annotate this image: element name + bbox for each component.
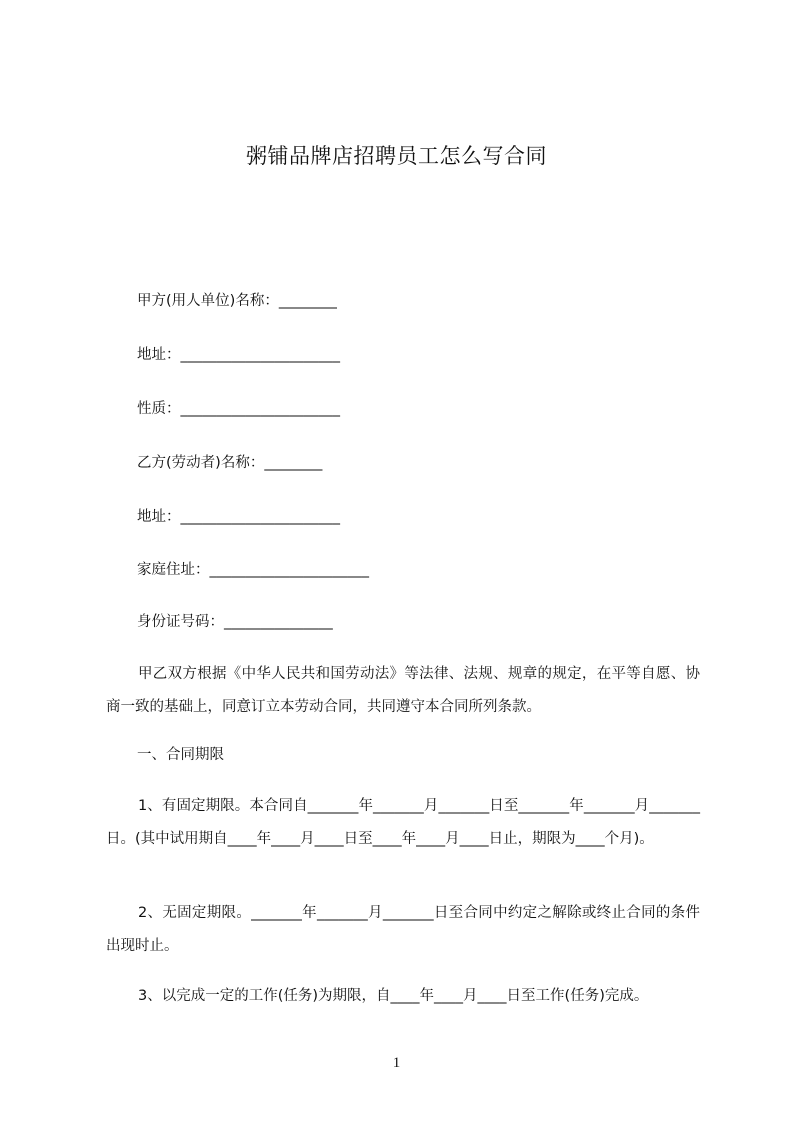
party-a-nature-field: 性质：______________________	[137, 401, 340, 417]
clause-open-term: 2、无固定期限。_______年_______月_______日至合同中约定之解除或终止合同的条件出现时止。	[106, 905, 700, 954]
page-number: 1	[392, 1055, 401, 1071]
party-b-name-field: 乙方(劳动者)名称：________	[137, 455, 323, 471]
preamble-paragraph: 甲乙双方根据《中华人民共和国劳动法》等法律、法规、规章的规定，在平等自愿、协商一致的基础上，同意订立本劳动合同，共同遵守本合同所列条款。	[106, 666, 700, 715]
party-a-name-field: 甲方(用人单位)名称：________	[137, 293, 337, 309]
page-title: 粥铺品牌店招聘员工怎么写合同	[246, 144, 547, 168]
id-number-field: 身份证号码：_______________	[137, 614, 333, 630]
section-heading-term: 一、合同期限	[137, 747, 224, 763]
party-b-address-field: 地址：______________________	[137, 509, 340, 525]
clause-fixed-term: 1、有固定期限。本合同自_______年_______月_______日至_______年_______月_______日。(其中试用期自____年____月____日至____年____月____日止，期限为____个月)。	[106, 798, 700, 847]
clause-task-term: 3、以完成一定的工作(任务)为期限，自____年____月____日至工作(任务)完成。	[138, 988, 649, 1004]
party-a-address-field: 地址：______________________	[137, 347, 340, 363]
home-address-field: 家庭住址：______________________	[137, 562, 369, 578]
